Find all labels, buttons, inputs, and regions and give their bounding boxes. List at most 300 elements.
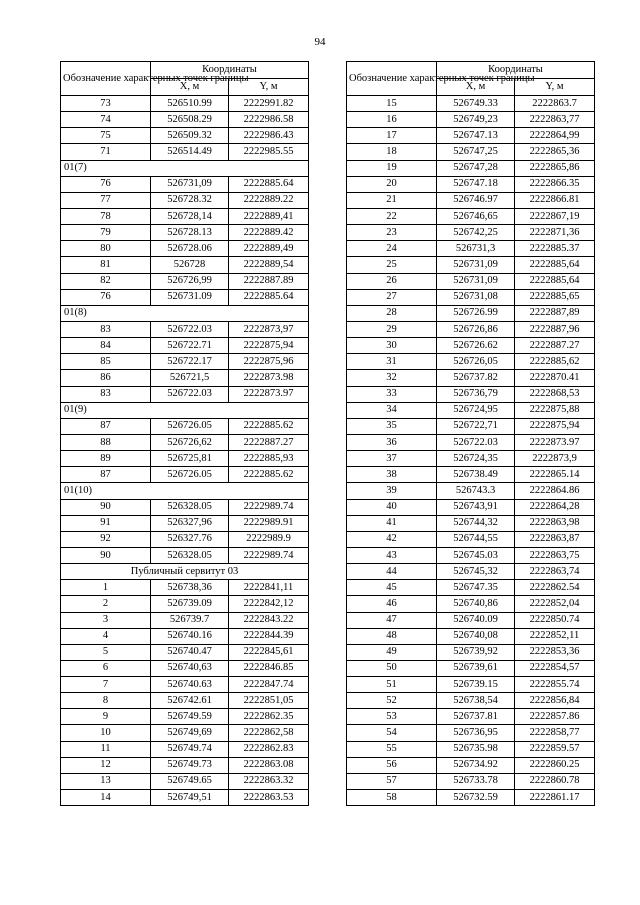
y-cell: 2222863,77 [515,112,595,128]
y-cell: 2222862.83 [229,741,309,757]
x-cell: 526726.99 [437,305,515,321]
point-cell: 9 [61,709,151,725]
table-row [347,580,595,596]
x-cell: 526732.59 [437,790,515,806]
y-cell: 2222989.74 [229,547,309,563]
x-cell: 526740,63 [151,660,229,676]
x-cell: 526747.18 [437,176,515,192]
x-cell: 526731,3 [437,241,515,257]
y-cell: 2222863,75 [515,547,595,563]
table-row [61,467,309,483]
point-cell: 6 [61,660,151,676]
y-cell: 2222863,87 [515,531,595,547]
y-cell: 2222885.64 [229,176,309,192]
table-row [61,515,309,531]
x-cell: 526738,36 [151,580,229,596]
point-cell: 77 [61,192,151,208]
x-cell: 526737.82 [437,370,515,386]
x-cell: 526728.06 [151,241,229,257]
x-cell: 526724,35 [437,451,515,467]
x-cell: 526747.35 [437,580,515,596]
y-cell: 2222863.7 [515,96,595,112]
table-row [61,289,309,305]
y-cell: 2222873,9 [515,451,595,467]
x-cell: 526743,91 [437,499,515,515]
table-row [347,644,595,660]
coordinates-table-left [60,61,309,806]
point-cell: 12 [61,757,151,773]
header-y: Y, м [229,79,309,96]
y-cell: 2222864,28 [515,499,595,515]
table-body-right [347,96,595,806]
point-cell: 76 [61,176,151,192]
x-cell: 526327,96 [151,515,229,531]
point-cell: 43 [347,547,437,563]
x-cell: 526514.49 [151,144,229,160]
point-cell: 22 [347,208,437,224]
point-cell: 1 [61,580,151,596]
table-row [61,418,309,434]
point-cell: 83 [61,321,151,337]
table-row [61,370,309,386]
x-cell: 526742,25 [437,225,515,241]
y-cell: 2222863.32 [229,773,309,789]
table-row [347,160,595,176]
table-row [347,338,595,354]
point-cell: 58 [347,790,437,806]
point-cell: 55 [347,741,437,757]
y-cell: 2222847.74 [229,677,309,693]
x-cell: 526735.98 [437,741,515,757]
x-cell: 526508.29 [151,112,229,128]
y-cell: 2222889.42 [229,225,309,241]
y-cell: 2222887.27 [229,434,309,450]
y-cell: 2222868,53 [515,386,595,402]
y-cell: 2222866.35 [515,176,595,192]
y-cell: 2222856,84 [515,693,595,709]
table-row [347,386,595,402]
table-row [347,757,595,773]
x-cell: 526722,71 [437,418,515,434]
table-row [347,564,595,580]
table-row [347,628,595,644]
x-cell: 526726,86 [437,321,515,337]
section-title: Публичный сервитут 03 [61,564,309,580]
y-cell: 2222885,64 [515,257,595,273]
y-cell: 2222858,77 [515,725,595,741]
point-cell: 11 [61,741,151,757]
x-cell: 526726,99 [151,273,229,289]
x-cell: 526749.73 [151,757,229,773]
y-cell: 2222864,99 [515,128,595,144]
table-row [347,773,595,789]
y-cell: 2222862.35 [229,709,309,725]
y-cell: 2222887.89 [229,273,309,289]
point-cell: 90 [61,547,151,563]
table-row [347,790,595,806]
x-cell: 526731,09 [437,273,515,289]
x-cell: 526738,54 [437,693,515,709]
table-row [61,596,309,612]
x-cell: 526733.78 [437,773,515,789]
point-cell: 19 [347,160,437,176]
y-cell: 2222850.74 [515,612,595,628]
y-cell: 2222865.14 [515,467,595,483]
table-row [61,547,309,563]
y-cell: 2222875,88 [515,402,595,418]
table-row [61,273,309,289]
group-label: 01(7) [61,160,309,176]
table-row [61,612,309,628]
table-row [61,693,309,709]
table-row [347,547,595,563]
y-cell: 2222841,11 [229,580,309,596]
x-cell: 526749,23 [437,112,515,128]
header-coordinates: Координаты [151,62,309,79]
group-row [61,483,309,499]
x-cell: 526749.65 [151,773,229,789]
page-number: 94 [314,36,326,48]
x-cell: 526328.05 [151,499,229,515]
table-row [347,176,595,192]
x-cell: 526721,5 [151,370,229,386]
x-cell: 526509.32 [151,128,229,144]
y-cell: 2222864.86 [515,483,595,499]
y-cell: 2222875,96 [229,354,309,370]
y-cell: 2222854,57 [515,660,595,676]
table-row [347,144,595,160]
header-point-designation: Обозначение характерных точек границы [347,62,437,96]
point-cell: 89 [61,451,151,467]
y-cell: 2222873.97 [515,434,595,450]
point-cell: 53 [347,709,437,725]
group-label: 01(8) [61,305,309,321]
point-cell: 57 [347,773,437,789]
y-cell: 2222865,86 [515,160,595,176]
point-cell: 29 [347,321,437,337]
y-cell: 2222889,49 [229,241,309,257]
x-cell: 526739,92 [437,644,515,660]
point-cell: 4 [61,628,151,644]
y-cell: 2222989.74 [229,499,309,515]
table-row [347,305,595,321]
x-cell: 526728 [151,257,229,273]
y-cell: 2222985.55 [229,144,309,160]
table-row [347,741,595,757]
section-row [61,564,309,580]
point-cell: 8 [61,693,151,709]
point-cell: 79 [61,225,151,241]
y-cell: 2222887.27 [515,338,595,354]
y-cell: 2222875,94 [515,418,595,434]
x-cell: 526742.61 [151,693,229,709]
point-cell: 30 [347,338,437,354]
table-row [61,757,309,773]
table-row [347,273,595,289]
y-cell: 2222885,65 [515,289,595,305]
point-cell: 87 [61,467,151,483]
y-cell: 2222866.81 [515,192,595,208]
group-label: 01(10) [61,483,309,499]
table-row [347,208,595,224]
x-cell: 526731,08 [437,289,515,305]
table-row [347,192,595,208]
point-cell: 3 [61,612,151,628]
table-row [347,499,595,515]
point-cell: 31 [347,354,437,370]
table-row [61,112,309,128]
table-row [347,321,595,337]
y-cell: 2222846.85 [229,660,309,676]
x-cell: 526740.09 [437,612,515,628]
point-cell: 82 [61,273,151,289]
point-cell: 16 [347,112,437,128]
point-cell: 45 [347,580,437,596]
point-cell: 92 [61,531,151,547]
x-cell: 526728.13 [151,225,229,241]
table-row [347,402,595,418]
point-cell: 48 [347,628,437,644]
y-cell: 2222844.39 [229,628,309,644]
point-cell: 81 [61,257,151,273]
x-cell: 526734.92 [437,757,515,773]
table-row [347,354,595,370]
point-cell: 71 [61,144,151,160]
x-cell: 526740.16 [151,628,229,644]
table-row [61,225,309,241]
x-cell: 526725,81 [151,451,229,467]
table-row [347,677,595,693]
y-cell: 2222855.74 [515,677,595,693]
table-row [61,580,309,596]
table-row [347,515,595,531]
table-row [347,434,595,450]
table-row [347,241,595,257]
x-cell: 526746,65 [437,208,515,224]
y-cell: 2222873.97 [229,386,309,402]
x-cell: 526747,28 [437,160,515,176]
header-x: X, м [151,79,229,96]
x-cell: 526745,32 [437,564,515,580]
y-cell: 2222887,89 [515,305,595,321]
x-cell: 526744,55 [437,531,515,547]
x-cell: 526736,95 [437,725,515,741]
table-row [61,128,309,144]
table-row [61,321,309,337]
table-row [61,790,309,806]
x-cell: 526728,14 [151,208,229,224]
point-cell: 23 [347,225,437,241]
point-cell: 20 [347,176,437,192]
x-cell: 526749.74 [151,741,229,757]
table-row [347,112,595,128]
y-cell: 2222845,61 [229,644,309,660]
x-cell: 526743.3 [437,483,515,499]
point-cell: 10 [61,725,151,741]
point-cell: 35 [347,418,437,434]
y-cell: 2222986.43 [229,128,309,144]
group-label: 01(9) [61,402,309,418]
x-cell: 526726.62 [437,338,515,354]
x-cell: 526731,09 [151,176,229,192]
group-row [61,402,309,418]
y-cell: 2222991.82 [229,96,309,112]
y-cell: 2222870.41 [515,370,595,386]
point-cell: 18 [347,144,437,160]
point-cell: 28 [347,305,437,321]
point-cell: 90 [61,499,151,515]
group-row [61,305,309,321]
x-cell: 526722.03 [151,321,229,337]
table-row [347,693,595,709]
y-cell: 2222885,64 [515,273,595,289]
point-cell: 36 [347,434,437,450]
x-cell: 526744,32 [437,515,515,531]
point-cell: 21 [347,192,437,208]
point-cell: 27 [347,289,437,305]
table-row [347,709,595,725]
table-row [61,499,309,515]
point-cell: 76 [61,289,151,305]
table-row [61,677,309,693]
point-cell: 54 [347,725,437,741]
y-cell: 2222862,58 [229,725,309,741]
point-cell: 24 [347,241,437,257]
table-row [61,257,309,273]
point-cell: 34 [347,402,437,418]
table-row [347,660,595,676]
x-cell: 526746.97 [437,192,515,208]
x-cell: 526740.47 [151,644,229,660]
table-row [61,96,309,112]
y-cell: 2222867,19 [515,208,595,224]
point-cell: 78 [61,208,151,224]
point-cell: 47 [347,612,437,628]
point-cell: 73 [61,96,151,112]
x-cell: 526731,09 [437,257,515,273]
y-cell: 2222862.54 [515,580,595,596]
y-cell: 2222852,11 [515,628,595,644]
point-cell: 74 [61,112,151,128]
y-cell: 2222885,93 [229,451,309,467]
x-cell: 526739,61 [437,660,515,676]
point-cell: 5 [61,644,151,660]
table-row [347,370,595,386]
x-cell: 526749,69 [151,725,229,741]
table-row [347,467,595,483]
point-cell: 17 [347,128,437,144]
x-cell: 526747,25 [437,144,515,160]
x-cell: 526722.17 [151,354,229,370]
y-cell: 2222863.08 [229,757,309,773]
point-cell: 56 [347,757,437,773]
point-cell: 46 [347,596,437,612]
point-cell: 75 [61,128,151,144]
point-cell: 83 [61,386,151,402]
y-cell: 2222885.64 [229,289,309,305]
y-cell: 2222852,04 [515,596,595,612]
point-cell: 40 [347,499,437,515]
header-x: X, м [437,79,515,96]
table-row [61,644,309,660]
x-cell: 526747.13 [437,128,515,144]
y-cell: 2222989.9 [229,531,309,547]
coordinates-table-right [346,61,595,806]
table-row [347,128,595,144]
x-cell: 526726.05 [151,418,229,434]
table-row [347,596,595,612]
y-cell: 2222863,98 [515,515,595,531]
point-cell: 86 [61,370,151,386]
y-cell: 2222889.22 [229,192,309,208]
point-cell: 38 [347,467,437,483]
point-cell: 14 [61,790,151,806]
y-cell: 2222885,62 [515,354,595,370]
table-row [347,289,595,305]
table-row [61,660,309,676]
point-cell: 26 [347,273,437,289]
x-cell: 526749,51 [151,790,229,806]
point-cell: 15 [347,96,437,112]
y-cell: 2222861.17 [515,790,595,806]
y-cell: 2222851,05 [229,693,309,709]
x-cell: 526737.81 [437,709,515,725]
x-cell: 526736,79 [437,386,515,402]
table-row [61,354,309,370]
table-row [61,773,309,789]
y-cell: 2222889,54 [229,257,309,273]
point-cell: 50 [347,660,437,676]
point-cell: 91 [61,515,151,531]
point-cell: 7 [61,677,151,693]
point-cell: 41 [347,515,437,531]
table-row [61,208,309,224]
x-cell: 526726,05 [437,354,515,370]
point-cell: 85 [61,354,151,370]
y-cell: 2222885.62 [229,418,309,434]
x-cell: 526739.09 [151,596,229,612]
x-cell: 526328.05 [151,547,229,563]
y-cell: 2222842,12 [229,596,309,612]
group-row [61,160,309,176]
x-cell: 526726,62 [151,434,229,450]
table-row [347,418,595,434]
point-cell: 2 [61,596,151,612]
x-cell: 526327.76 [151,531,229,547]
x-cell: 526728.32 [151,192,229,208]
x-cell: 526724,95 [437,402,515,418]
y-cell: 2222885.37 [515,241,595,257]
x-cell: 526722.03 [437,434,515,450]
table-row [61,451,309,467]
x-cell: 526740,86 [437,596,515,612]
y-cell: 2222885.62 [229,467,309,483]
point-cell: 13 [61,773,151,789]
point-cell: 51 [347,677,437,693]
table-row [61,338,309,354]
point-cell: 80 [61,241,151,257]
point-cell: 52 [347,693,437,709]
point-cell: 25 [347,257,437,273]
point-cell: 84 [61,338,151,354]
table-row [347,725,595,741]
header-point-designation: Обозначение характерных точек границы [61,62,151,96]
point-cell: 32 [347,370,437,386]
point-cell: 44 [347,564,437,580]
y-cell: 2222857.86 [515,709,595,725]
x-cell: 526722.03 [151,386,229,402]
table-row [347,612,595,628]
